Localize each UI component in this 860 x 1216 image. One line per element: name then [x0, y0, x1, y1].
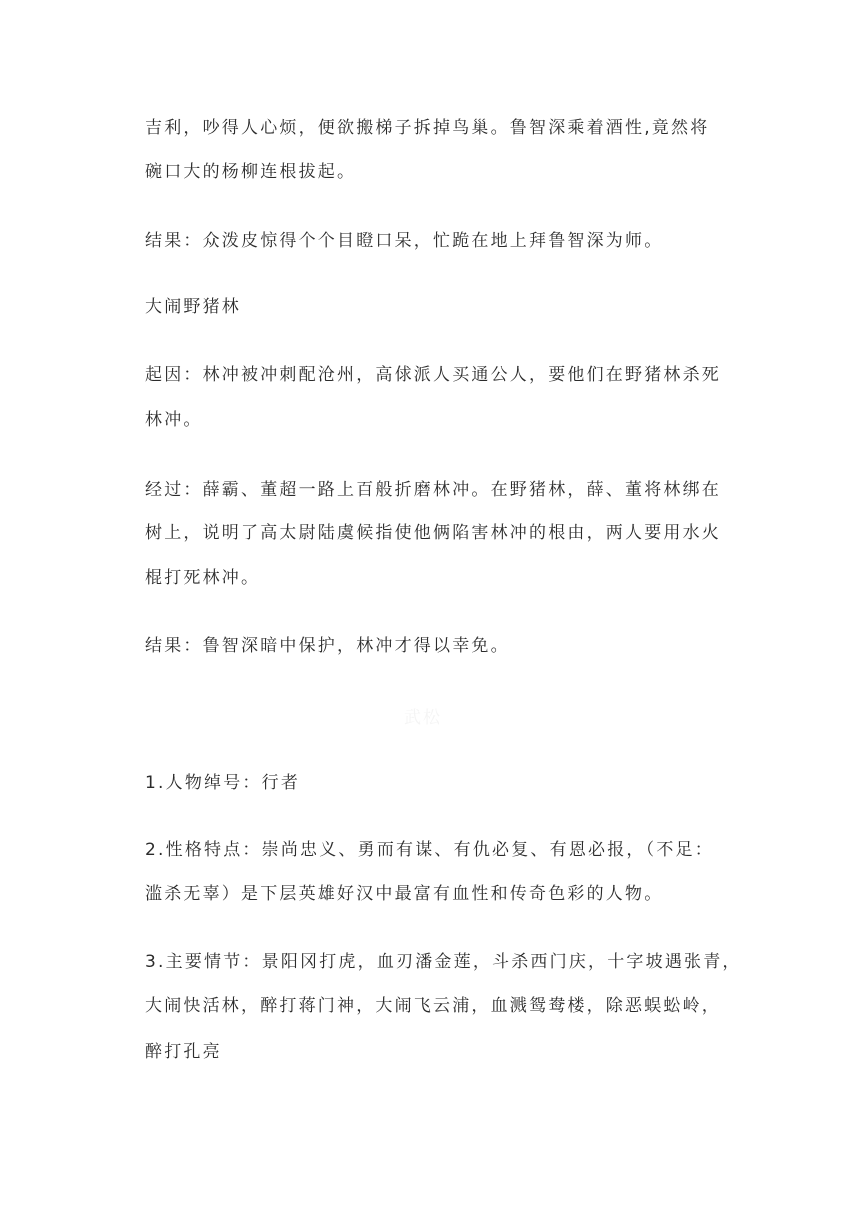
text-line-12: 2.性格特点：崇尚忠义、勇而有谋、有仇必复、有恩必报，（不足：	[145, 840, 714, 860]
text-line-7: 经过：薛霸、董超一路上百般折磨林冲。在野猪林，薛、董将林绑在	[145, 480, 721, 500]
text-line-1: 吉利，吵得人心烦，便欲搬梯子拆掉鸟巢。鲁智深乘着酒性,竟然将	[145, 118, 710, 138]
text-line-11: 1.人物绰号：行者	[145, 773, 301, 793]
text-line-16: 醉打孔亮	[145, 1042, 222, 1062]
text-line-14: 3.主要情节：景阳冈打虎，血刃潘金莲，斗杀西门庆，十字坡遇张青，	[145, 952, 742, 972]
text-line-9: 棍打死林冲。	[145, 568, 261, 588]
text-line-10: 结果：鲁智深暗中保护，林冲才得以幸免。	[145, 636, 510, 656]
text-line-5: 起因：林冲被冲刺配沧州，高俅派人买通公人，要他们在野猪林杀死	[145, 365, 721, 385]
text-line-13: 滥杀无辜）是下层英雄好汉中最富有血性和传奇色彩的人物。	[145, 884, 664, 904]
text-line-8: 树上，说明了高太尉陆虞候指使他俩陷害林冲的根由，两人要用水火	[145, 523, 721, 543]
text-line-2: 碗口大的杨柳连根拔起。	[145, 162, 357, 182]
text-line-3: 结果：众泼皮惊得个个目瞪口呆，忙跪在地上拜鲁智深为师。	[145, 231, 664, 251]
subheading-dana-yezhulin: 大闹野猪林	[145, 297, 241, 317]
text-line-15: 大闹快活林，醉打蒋门神，大闹飞云浦，血溅鸳鸯楼，除恶蜈蚣岭，	[145, 996, 721, 1016]
faint-section-heading: 武松	[404, 708, 442, 728]
text-line-6: 林冲。	[145, 410, 203, 430]
